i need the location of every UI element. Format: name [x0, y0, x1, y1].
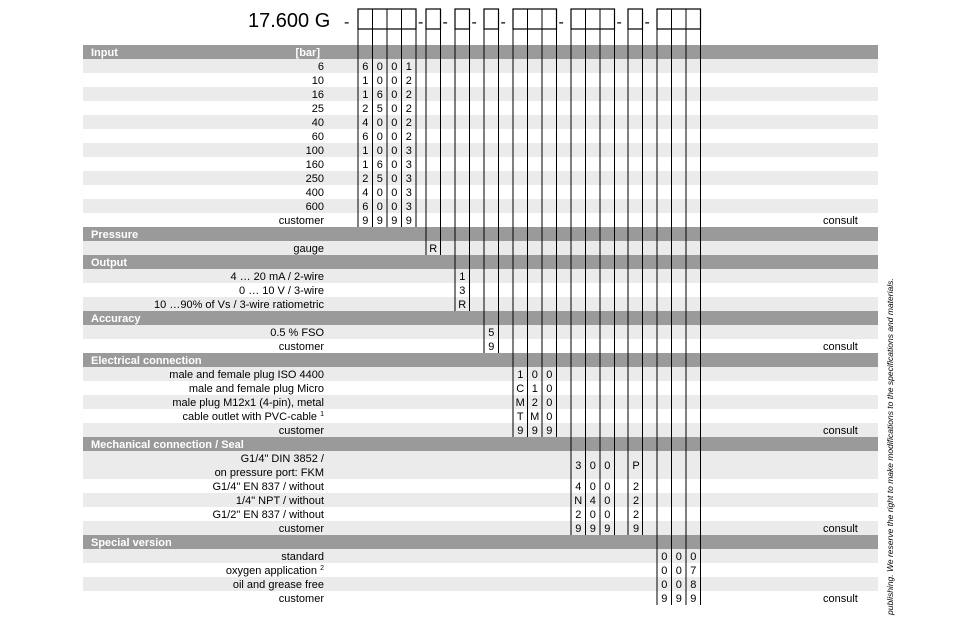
- option-label: 60: [311, 131, 324, 143]
- code-digit: 3: [405, 201, 412, 213]
- option-label: 0 … 10 V / 3-wire: [239, 285, 324, 297]
- option-label: [183, 411, 325, 423]
- code-digit: 9: [675, 593, 682, 605]
- section-title: Mechanical connection / Seal: [91, 439, 244, 451]
- code-digit: 0: [391, 131, 398, 143]
- code-dash: -: [616, 14, 622, 31]
- code-digit: 9: [376, 215, 383, 227]
- code-digit: 0: [661, 579, 668, 591]
- seal-code: 9: [632, 523, 640, 535]
- code-digit: 4: [362, 117, 369, 129]
- option-label: 600: [305, 201, 324, 213]
- code-dash: -: [344, 14, 350, 31]
- option-label: male and female plug Micro: [188, 383, 324, 395]
- code-dash: -: [558, 14, 564, 31]
- row-stripe: [83, 521, 878, 535]
- code-box: [571, 9, 615, 29]
- code-digit: 4: [575, 481, 582, 493]
- code-digit: 0: [376, 201, 383, 213]
- code-digit: 2: [405, 117, 412, 129]
- option-label: 16: [311, 89, 324, 101]
- option-label: gauge: [293, 243, 324, 255]
- code-digit: 9: [362, 215, 369, 227]
- code-digit: 0: [391, 75, 398, 87]
- option-label: 6: [317, 61, 324, 73]
- code-digit: 6: [376, 159, 383, 171]
- code-digit: 0: [604, 481, 611, 493]
- code-digit: 5: [376, 173, 383, 185]
- row-stripe: [83, 171, 878, 185]
- code-digit: 0: [376, 117, 383, 129]
- option-label: G1/4" EN 837 / without: [212, 481, 324, 493]
- section-header-band: [83, 45, 878, 59]
- option-label: 10: [311, 75, 324, 87]
- code-dash: -: [500, 14, 506, 31]
- section-header-band: [83, 353, 878, 367]
- code-digit: 0: [546, 411, 553, 423]
- seal-code: 2: [632, 509, 640, 521]
- row-stripe: [83, 199, 878, 213]
- code-dash: -: [442, 14, 448, 31]
- option-label: 4 … 20 mA / 2-wire: [230, 271, 324, 283]
- row-stripe: [83, 87, 878, 101]
- code-box: [628, 9, 643, 29]
- option-label: standard: [281, 551, 324, 563]
- consult-note: consult: [823, 341, 858, 353]
- seal-code: 2: [632, 481, 640, 493]
- option-label: 25: [311, 103, 324, 115]
- code-digit: 6: [362, 201, 369, 213]
- code-dash: -: [644, 14, 650, 31]
- code-digit: 0: [391, 145, 398, 157]
- code-digit: 0: [391, 187, 398, 199]
- code-digit: 0: [391, 117, 398, 129]
- code-digit: 0: [589, 460, 596, 472]
- option-label: G1/4" DIN 3852 /: [240, 453, 324, 465]
- code-digit: 9: [589, 523, 596, 535]
- code-digit: R: [458, 299, 467, 311]
- code-digit: 1: [362, 75, 369, 87]
- code-digit: 0: [589, 509, 596, 521]
- code-digit: 9: [546, 425, 553, 437]
- code-digit: 0: [690, 551, 697, 563]
- code-digit: 0: [546, 369, 553, 381]
- row-stripe: [83, 143, 878, 157]
- row-stripe: [83, 269, 878, 283]
- code-digit: 5: [376, 103, 383, 115]
- option-label: G1/2" EN 837 / without: [212, 509, 324, 521]
- code-digit: C: [516, 383, 525, 395]
- row-stripe: [83, 241, 878, 255]
- code-digit: 1: [459, 271, 466, 283]
- code-digit: 9: [661, 593, 668, 605]
- option-label: customer: [278, 425, 324, 437]
- code-digit: 0: [391, 103, 398, 115]
- code-digit: 1: [531, 383, 538, 395]
- seal-code: 2: [632, 495, 640, 507]
- code-digit: 3: [405, 173, 412, 185]
- code-digit: 0: [531, 369, 538, 381]
- code-box: [657, 9, 701, 29]
- option-label: 10 …90% of Vs / 3-wire ratiometric: [154, 299, 324, 311]
- row-stripe: [83, 451, 878, 479]
- code-digit: 4: [589, 495, 596, 507]
- consult-note: consult: [823, 523, 858, 535]
- section-unit: [bar]: [295, 47, 320, 59]
- code-digit: 0: [546, 383, 553, 395]
- option-label-text: oxygen application: [225, 565, 321, 577]
- code-digit: T: [516, 411, 524, 423]
- option-label-text: cable outlet with PVC-cable: [182, 411, 321, 423]
- row-stripe: [83, 325, 878, 339]
- code-digit: R: [429, 243, 438, 255]
- code-digit: 0: [391, 201, 398, 213]
- code-digit: 2: [575, 509, 582, 521]
- code-digit: 9: [604, 523, 611, 535]
- option-label: oil and grease free: [232, 579, 324, 591]
- option-label: on pressure port: FKM: [214, 467, 324, 479]
- code-digit: 9: [517, 425, 524, 437]
- code-digit: 1: [362, 159, 369, 171]
- consult-note: consult: [823, 215, 858, 227]
- section-title: Accuracy: [91, 313, 141, 325]
- code-digit: 3: [405, 159, 412, 171]
- code-digit: 0: [661, 565, 668, 577]
- code-box: [455, 9, 470, 29]
- code-digit: 2: [405, 75, 412, 87]
- code-digit: 3: [459, 285, 466, 297]
- consult-note: consult: [823, 593, 858, 605]
- section-header-band: [83, 255, 878, 269]
- model-number: 17.600 G: [248, 10, 331, 32]
- code-digit: 8: [690, 579, 697, 591]
- footnote-mark: 2: [320, 565, 324, 572]
- code-digit: 1: [517, 369, 524, 381]
- option-label: male plug M12x1 (4-pin), metal: [172, 397, 324, 409]
- option-label: 160: [305, 159, 324, 171]
- code-digit: 0: [604, 509, 611, 521]
- code-digit: 0: [604, 460, 611, 472]
- code-digit: 0: [391, 89, 398, 101]
- code-digit: 0: [675, 565, 682, 577]
- code-digit: 3: [405, 187, 412, 199]
- row-stripe: [83, 423, 878, 437]
- seal-code: P: [632, 460, 640, 472]
- code-digit: 0: [675, 551, 682, 563]
- code-digit: 2: [405, 103, 412, 115]
- order-code-header: [248, 9, 701, 32]
- option-label: 1/4" NPT / without: [235, 495, 324, 507]
- code-digit: 7: [690, 565, 697, 577]
- code-digit: 0: [376, 75, 383, 87]
- code-digit: 9: [405, 215, 412, 227]
- code-digit: 9: [391, 215, 398, 227]
- code-digit: 6: [362, 61, 369, 73]
- section-header-band: [83, 227, 878, 241]
- row-stripe: [83, 577, 878, 591]
- consult-note: consult: [823, 425, 858, 437]
- section-header-band: [83, 535, 878, 549]
- code-digit: 9: [531, 425, 538, 437]
- code-digit: 5: [488, 327, 495, 339]
- option-label: customer: [278, 341, 324, 353]
- code-dash: -: [471, 14, 477, 31]
- code-digit: 0: [376, 187, 383, 199]
- option-label: [226, 565, 324, 577]
- code-digit: 9: [690, 593, 697, 605]
- code-digit: 1: [362, 145, 369, 157]
- code-digit: 0: [376, 61, 383, 73]
- code-box: [484, 9, 499, 29]
- section-header-band: [83, 311, 878, 325]
- section-title: Output: [91, 257, 128, 269]
- code-dash: -: [418, 14, 424, 31]
- code-digit: 0: [589, 481, 596, 493]
- code-digit: 3: [575, 460, 582, 472]
- code-digit: 6: [376, 89, 383, 101]
- row-stripe: [83, 493, 878, 507]
- code-box: [513, 9, 557, 29]
- code-digit: 2: [362, 173, 369, 185]
- code-digit: M: [530, 411, 540, 423]
- side-note: publishing. We reserve the right to make modifications to the specifications and materials.: [885, 278, 895, 615]
- code-digit: 9: [575, 523, 582, 535]
- option-label: 0.5 % FSO: [270, 327, 324, 339]
- code-digit: 6: [362, 131, 369, 143]
- code-digit: 2: [362, 103, 369, 115]
- side-note-group: [885, 278, 895, 616]
- option-label: 400: [305, 187, 324, 199]
- code-digit: 2: [531, 397, 538, 409]
- code-digit: N: [574, 495, 583, 507]
- option-label: 40: [311, 117, 324, 129]
- code-digit: 0: [661, 551, 668, 563]
- option-label: customer: [278, 593, 324, 605]
- code-digit: 0: [376, 145, 383, 157]
- row-stripe: [83, 115, 878, 129]
- code-digit: 0: [391, 159, 398, 171]
- footnote-mark: 1: [320, 411, 324, 418]
- option-label: customer: [278, 523, 324, 535]
- option-label: customer: [278, 215, 324, 227]
- section-title: Special version: [91, 537, 172, 549]
- code-digit: M: [515, 397, 525, 409]
- section-title: Electrical connection: [91, 355, 202, 367]
- option-label: male and female plug ISO 4400: [169, 369, 324, 381]
- code-digit: 9: [488, 341, 495, 353]
- code-digit: 0: [391, 173, 398, 185]
- code-digit: 1: [405, 61, 412, 73]
- section-title: Pressure: [91, 229, 139, 241]
- code-digit: 0: [376, 131, 383, 143]
- code-digit: 0: [675, 579, 682, 591]
- option-label: 100: [305, 145, 324, 157]
- code-digit: 3: [405, 145, 412, 157]
- section-title: Input: [91, 47, 118, 59]
- code-digit: 4: [362, 187, 369, 199]
- row-stripe: [83, 59, 878, 73]
- option-label: 250: [305, 173, 324, 185]
- row-stripe: [83, 549, 878, 563]
- code-box: [426, 9, 441, 29]
- code-digit: 2: [405, 131, 412, 143]
- code-digit: 1: [362, 89, 369, 101]
- row-backgrounds: [83, 45, 878, 591]
- code-digit: 2: [405, 89, 412, 101]
- code-digit: 0: [546, 397, 553, 409]
- code-digit: 0: [391, 61, 398, 73]
- code-digit: 0: [604, 495, 611, 507]
